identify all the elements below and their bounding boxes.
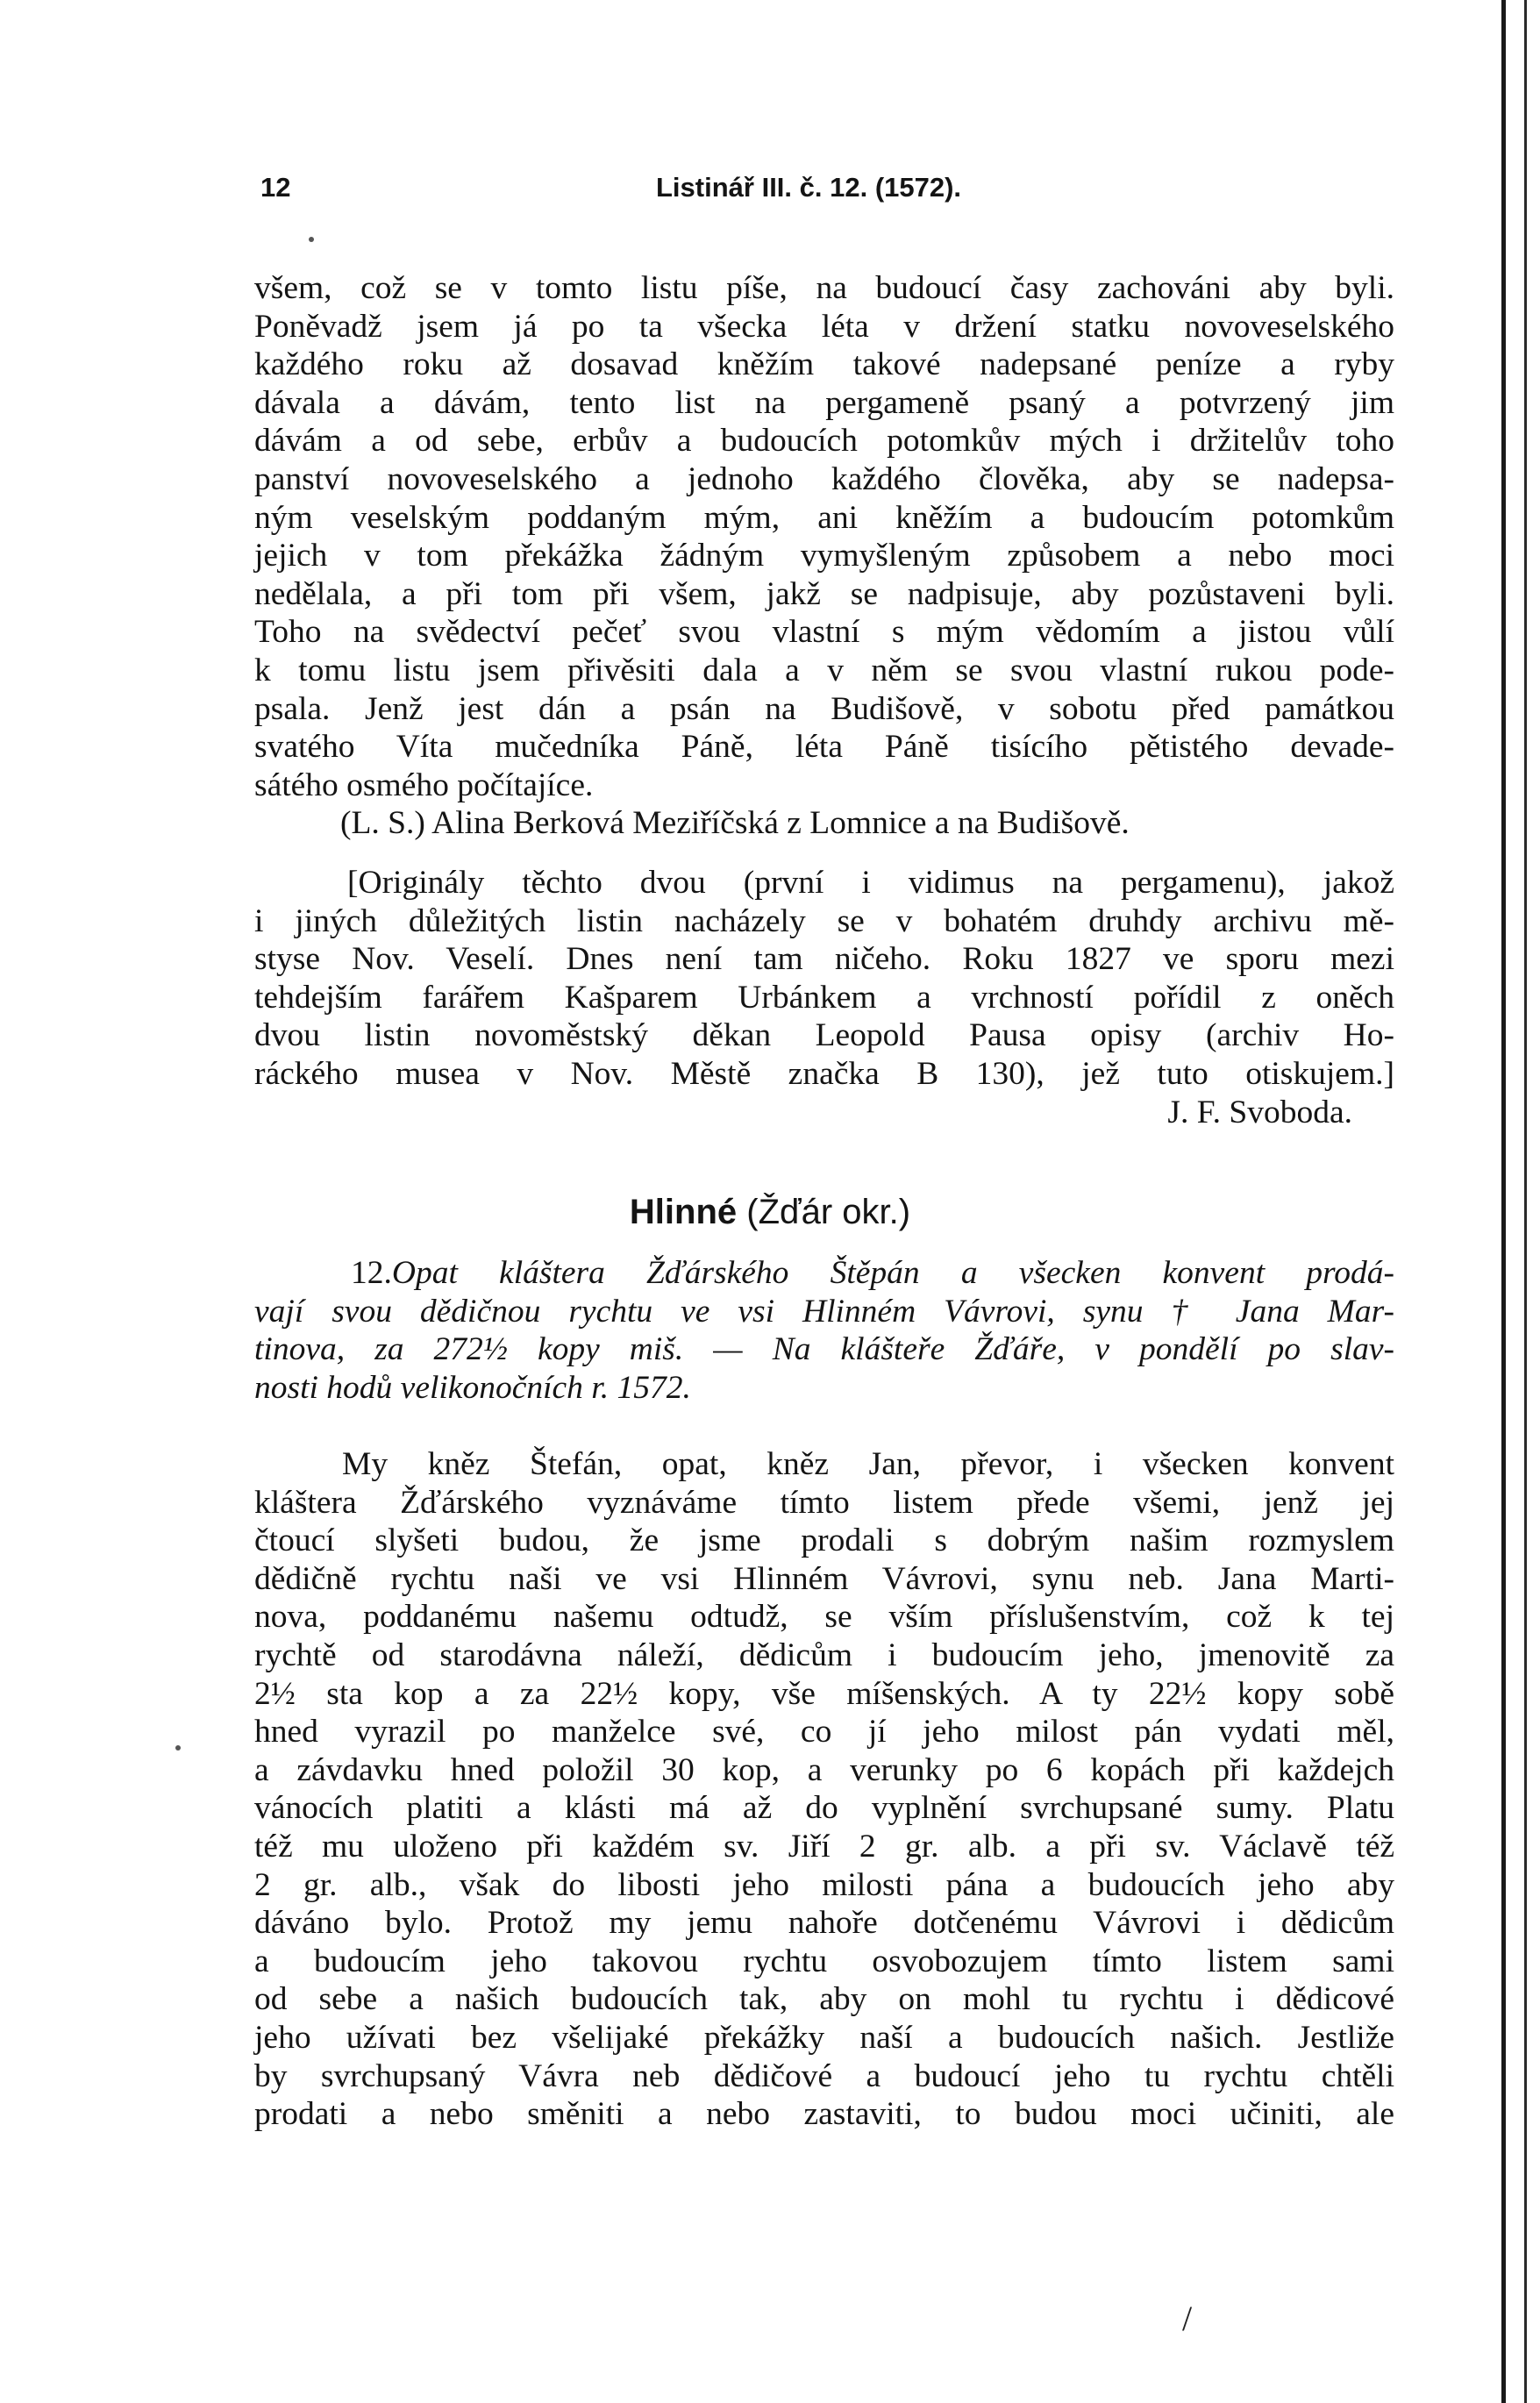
text-line: všem, což se v tomto listu píše, na budoucí časy zachováni aby byli. [254, 270, 1394, 306]
text-line: sátého osmého počítajíce. [254, 767, 594, 803]
text-line: svatého Víta mučedníka Páně, léta Páně tisícího pětistého devade- [254, 729, 1394, 766]
letter-end-text [254, 269, 1394, 843]
print-speck [309, 237, 314, 242]
body-line: dědičně rychtu naši ve vsi Hlinném Vávrovi, synu neb. Jana Marti- [254, 1560, 1394, 1597]
section-place: Hlinné [629, 1193, 738, 1231]
charter-body [254, 1445, 1394, 2134]
signature-line: (L. S.) Alina Berková Meziříčská z Lomnice a na Budišově. [340, 805, 1130, 842]
body-line: 2 gr. alb., však do libosti jeho milosti pána a budoucích jeho aby [254, 1866, 1394, 1903]
regest [254, 1254, 1394, 1407]
regest-line: tinova, za 272½ kopy miš. — Na klášteře Žďáře, v pondělí po slav- [254, 1331, 1394, 1368]
margin-mark: / [1182, 2299, 1193, 2338]
body-line: dáváno bylo. Protož my jemu nahoře dotčenému Vávrovi i dědicům [254, 1905, 1394, 1942]
text-line: dávám a od sebe, erbův a budoucích potomkův mých i držitelův toho [254, 423, 1394, 460]
text-line: ným veselským poddaným mým, ani kněžím a budoucím potomkům [254, 499, 1394, 536]
body-line: 2½ sta kop a za 22½ kopy, vše míšenských. A ty 22½ kopy sobě [254, 1675, 1394, 1712]
regest-text: Opat kláštera Žďárského Štěpán a všecken konvent prodá- [391, 1255, 1394, 1291]
note-line: i jiných důležitých listin nacházely se v bohatém druhdy archivu mě- [254, 902, 1394, 939]
body-line: My kněz Štefán, opat, kněz Jan, převor, i všecken konvent [342, 1446, 1394, 1482]
regest-line: nosti hodů velikonočních r. 1572. [254, 1369, 691, 1406]
body-line: prodati a nebo směniti a nebo zastaviti, to budou moci učiniti, ale [254, 2096, 1394, 2133]
running-title: Listinář III. č. 12. (1572). [656, 172, 962, 203]
section-heading [0, 1193, 1540, 1232]
text-line: psala. Jenž jest dán a psán na Budišově, v sobotu před památkou [254, 690, 1394, 727]
text-line: Toho na svědectví pečeť svou vlastní s mým vědomím a jistou vůlí [254, 614, 1394, 651]
body-line: čtoucí slyšeti budou, že jsme prodali s dobrým našim rozmyslem [254, 1522, 1394, 1559]
page-header [0, 172, 1540, 216]
text-line: nedělala, a při tom při všem, jakž se nadpisuje, aby pozůstaveni byli. [254, 575, 1394, 612]
text-line: jejich v tom překážka žádným vymyšleným způsobem a nebo moci [254, 538, 1394, 574]
body-line: vánocích platiti a klásti má až do vyplnění svrchupsané sumy. Platu [254, 1790, 1394, 1827]
text-line: dávala a dávám, tento list na pergameně psaný a potvrzený jim [254, 384, 1394, 421]
regest-line: vají svou dědičnou rychtu ve vsi Hlinném Vávrovi, synu † Jana Mar- [254, 1293, 1394, 1330]
note-line: styse Nov. Veselí. Dnes není tam ničeho. Roku 1827 ve sporu mezi [254, 941, 1394, 978]
page-number: 12 [260, 172, 291, 203]
body-line: by svrchupsaný Vávra neb dědičové a budoucí jeho tu rychtu chtěli [254, 2057, 1394, 2094]
text-line: Poněvadž jsem já po ta všecka léta v držení statku novoveselského [254, 308, 1394, 345]
body-line: a budoucím jeho takovou rychtu osvobozujem tímto listem sami [254, 1943, 1394, 1979]
body-line: nova, poddanému našemu odtudž, se vším příslušenstvím, což k tej [254, 1599, 1394, 1636]
note-line: dvou listin novoměstský děkan Leopold Pausa opisy (archiv Ho- [254, 1017, 1394, 1054]
note-line: [Originály těchto dvou (první i vidimus na pergamenu), jakož [347, 865, 1394, 901]
text-line: každého roku až dosavad kněžím takové nadepsané peníze a ryby [254, 346, 1394, 383]
section-district: (Žďár okr.) [746, 1193, 911, 1231]
body-line: od sebe a našich budoucích tak, aby on mohl tu rychtu i dědicové [254, 1981, 1394, 2018]
body-line: hned vyrazil po manželce své, co jí jeho milost pán vydati měl, [254, 1714, 1394, 1751]
note-line: ráckého musea v Nov. Městě značka B 130), jež tuto otiskujem.] [254, 1055, 1394, 1092]
note-line: tehdejším farářem Kašparem Urbánkem a vrchností pořídil z oněch [254, 979, 1394, 1016]
editor-name: J. F. Svoboda. [1167, 1094, 1352, 1130]
charter-number: 12. [351, 1255, 392, 1291]
text-line: panství novoveselského a jednoho každého člověka, aby se nadepsa- [254, 460, 1394, 497]
body-line: rychtě od starodávna náleží, dědicům i budoucím jeho, jmenovitě za [254, 1636, 1394, 1673]
body-line: jeho užívati bez všelijaké překážky naší a budoucích našich. Jestliže [254, 2019, 1394, 2056]
regest-line [254, 1254, 1394, 1293]
editorial-note [254, 864, 1394, 1131]
body-line: a závdavku hned položil 30 kop, a verunky po 6 kopách při každejch [254, 1751, 1394, 1788]
print-speck [175, 1745, 181, 1751]
body-line: kláštera Žďárského vyznáváme tímto listem přede všemi, jenž jej [254, 1484, 1394, 1521]
body-line: též mu uloženo při každém sv. Jiří 2 gr. alb. a při sv. Václavě též [254, 1828, 1394, 1865]
text-line: k tomu listu jsem přivěsiti dala a v něm se svou vlastní rukou pode- [254, 652, 1394, 688]
